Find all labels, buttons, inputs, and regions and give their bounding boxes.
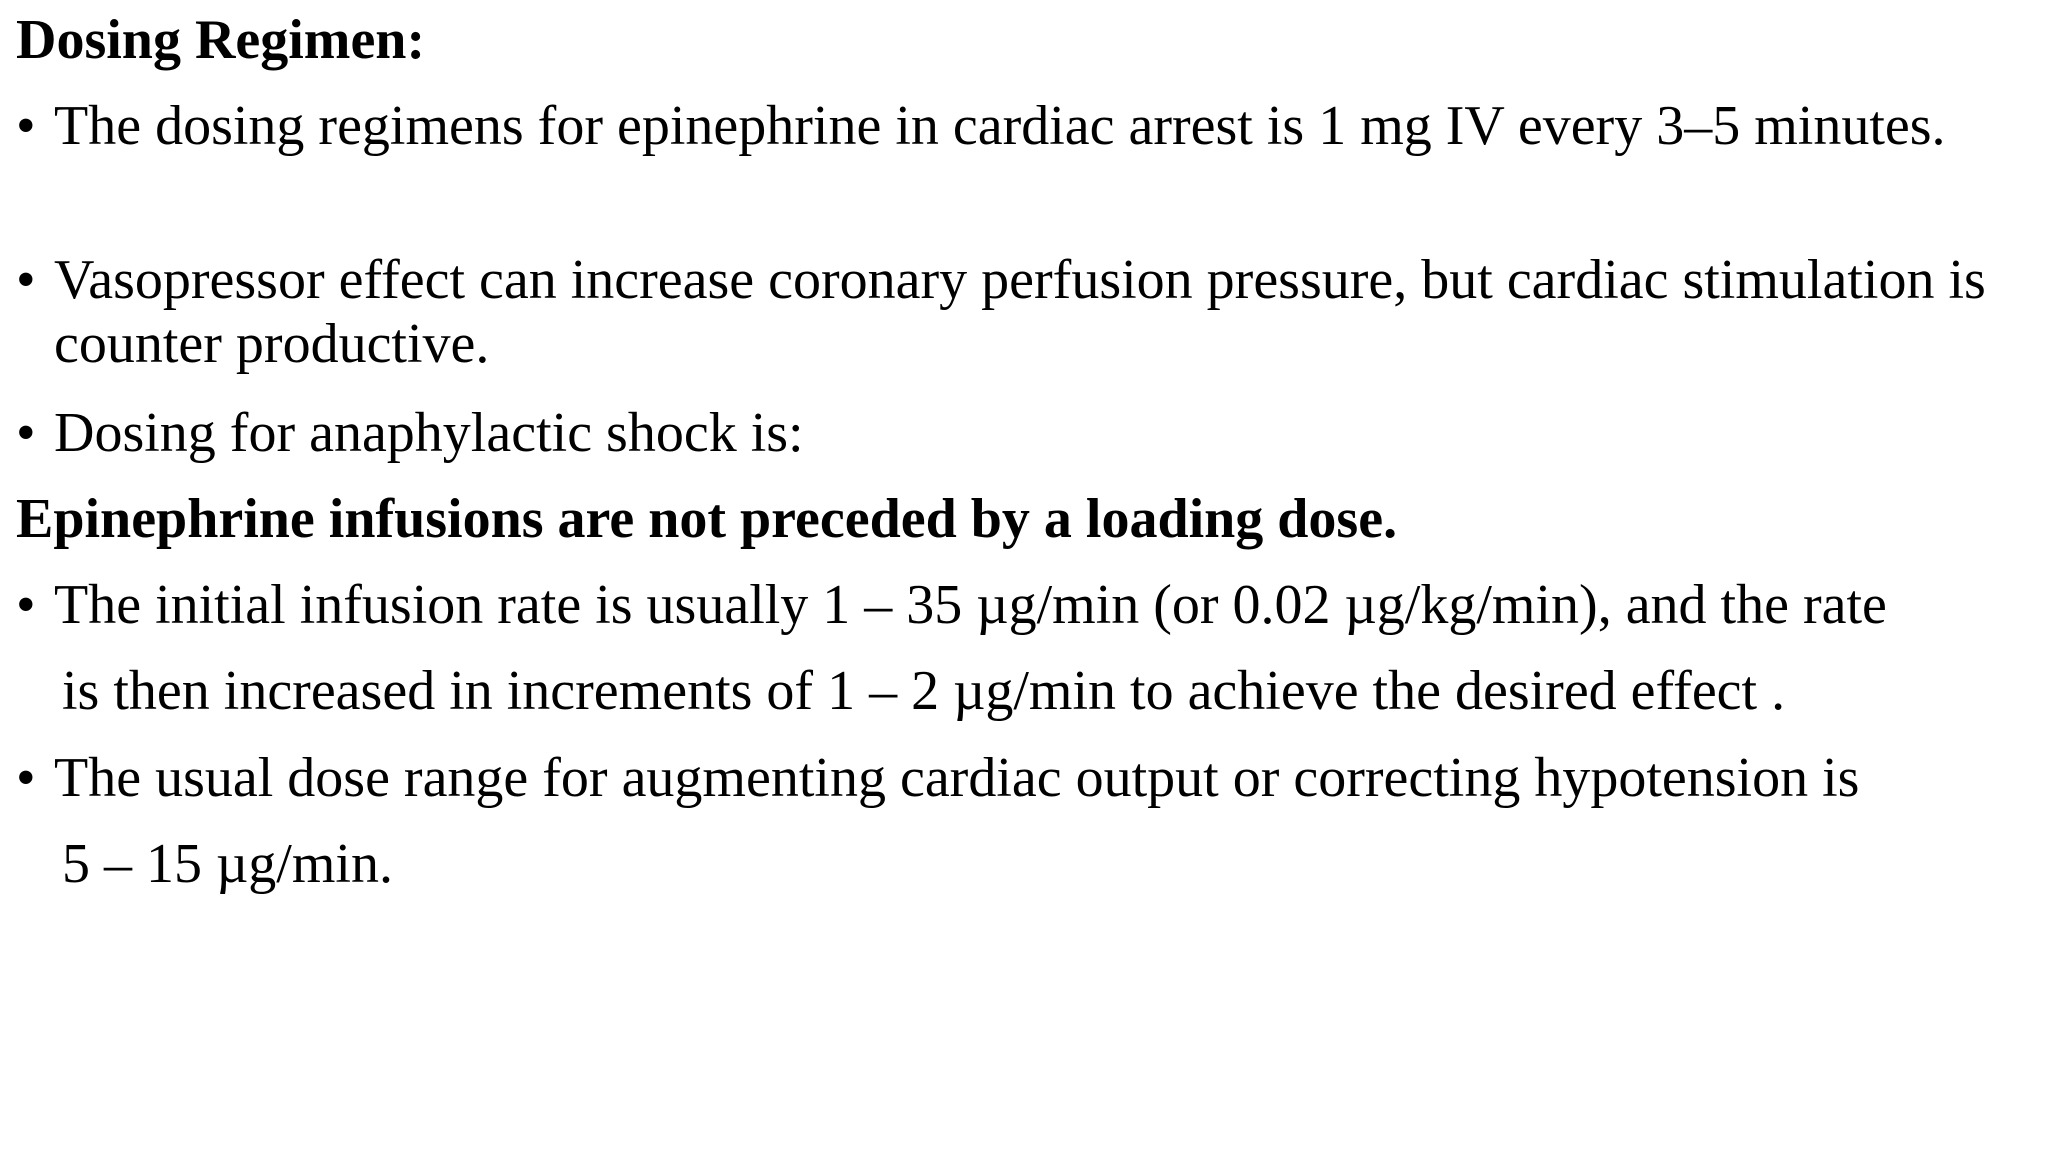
bullet-line: The initial infusion rate is usually 1 – 35 µg/min (or 0.02 µg/kg/min), and the rate [54,574,1887,636]
bullet-marker: • [16,747,36,809]
bullet-marker: • [16,95,36,157]
bullet-marker: • [16,574,36,636]
bullet-line: is then increased in increments of 1 – 2 µg/min to achieve the desired effect . [62,660,1786,722]
bullet-initial-infusion-rate [16,573,2036,734]
bullet-cardiac-arrest-dose [16,94,2036,158]
bullet-text: Dosing for anaphylactic shock is: [54,402,804,464]
dosing-regimen-heading: Dosing Regimen: [16,9,426,71]
bullet-marker: • [16,402,36,464]
bullet-text [54,562,2036,734]
bullet-line: The usual dose range for augmenting cardiac output or correcting hypotension is [54,747,1860,809]
bullet-anaphylactic-shock [16,401,2036,465]
bullet-text: The dosing regimens for epinephrine in cardiac arrest is 1 mg IV every 3–5 minutes. [54,95,1946,157]
bullet-vasopressor-effect [16,248,2036,376]
bullet-text [54,735,2036,907]
infusion-subheading: Epinephrine infusions are not preceded by a loading dose. [16,488,1398,550]
bullet-usual-dose-range [16,746,2036,907]
bullet-marker: • [16,249,36,311]
bullet-text: Vasopressor effect can increase coronary perfusion pressure, but cardiac stimulation is counter productive. [54,249,1986,375]
bullet-line: 5 – 15 µg/min. [62,833,393,895]
